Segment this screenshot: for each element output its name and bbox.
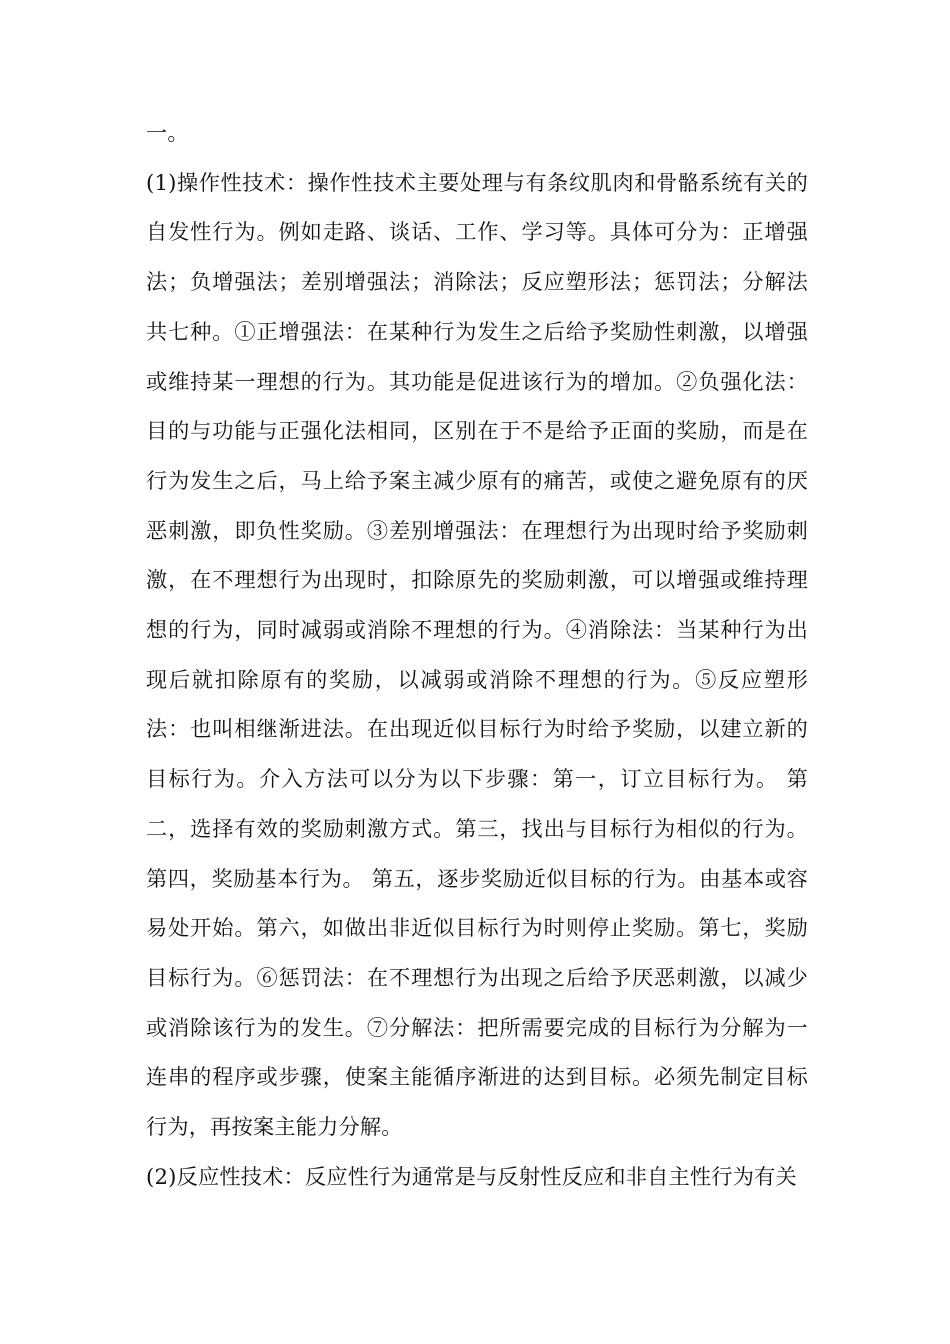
document-page [146, 108, 808, 1201]
paragraph-operant-techniques: (1)操作性技术：操作性技术主要处理与有条纹肌肉和骨骼系统有关的自发性行为。例如走路、谈话、工作、学习等。具体可分为：正增强法；负增强法；差别增强法；消除法；反应塑形法；惩罚法；分解法共七种。①正增强法：在某种行为发生之后给予奖励性刺激，以增强或维持某一理想的行为。其功能是促进该行为的增加。②负强化法：目的与功能与正强化法相同，区别在于不是给予正面的奖励，而是在行为发生之后，马上给予案主减少原有的痛苦，或使之避免原有的厌恶刺激，即负性奖励。③差别增强法：在理想行为出现时给予奖励刺激，在不理想行为出现时，扣除原先的奖励刺激，可以增强或维持理想的行为，同时减弱或消除不理想的行为。④消除法：当某种行为出现后就扣除原有的奖励，以减弱或消除不理想的行为。⑤反应塑形法：也叫相继渐进法。在出现近似目标行为时给予奖励，以建立新的目标行为。介入方法可以分为以下步骤：第一，订立目标行为。 第二，选择有效的奖励刺激方式。第三，找出与目标行为相似的行为。第四，奖励基本行为。 第五，逐步奖励近似目标的行为。由基本或容易处开始。第六，如做出非近似目标行为时则停止奖励。第七，奖励目标行为。⑥惩罚法：在不理想行为出现之后给予厌恶刺激，以减少或消除该行为的发生。⑦分解法：把所需要完成的目标行为分解为一连串的程序或步骤，使案主能循序渐进的达到目标。必须先制定目标行为，再按案主能力分解。 [146, 169, 808, 1140]
paragraph-continuation: 一。 [146, 120, 189, 145]
paragraph-respondent-techniques: (2)反应性技术：反应性行为通常是与反射性反应和非自主性行为有关 [146, 1163, 797, 1189]
